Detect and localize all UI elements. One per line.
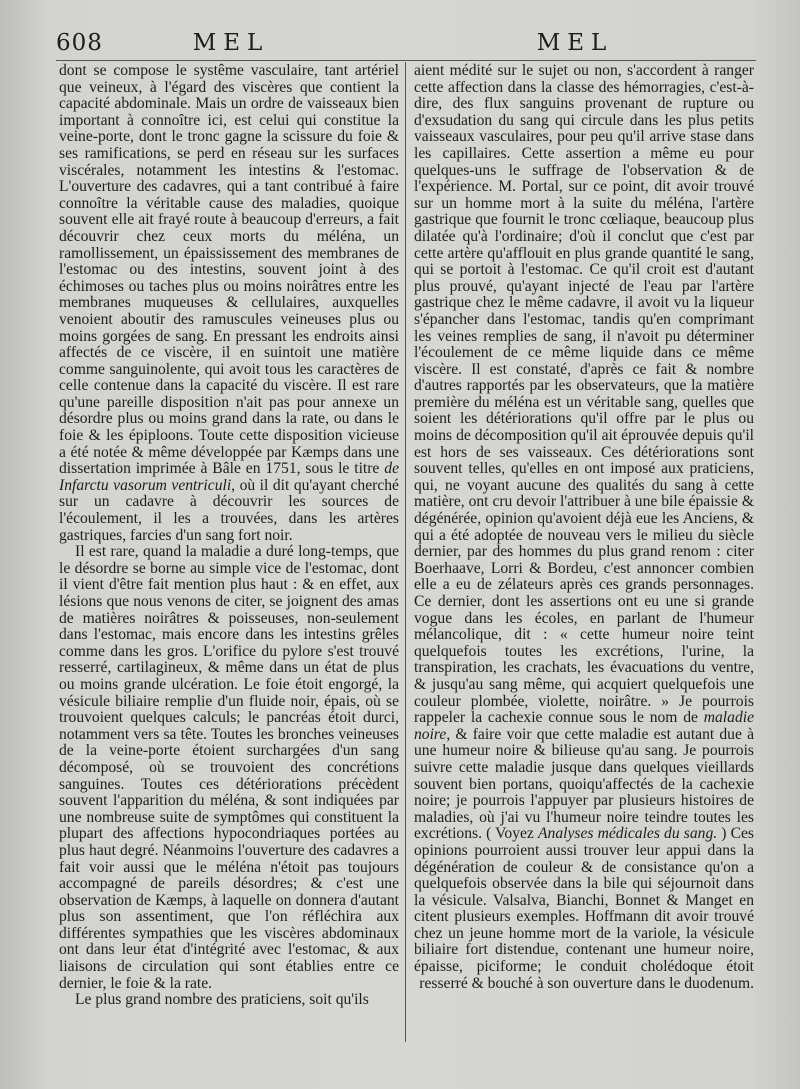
right-paragraph-1: [414, 63, 754, 992]
right-column: [414, 63, 754, 1048]
right-paragraph-1-mid: , & faire voir que cette maladie est autant due à une humeur noire & bilieuse qu'au sang. Je pourrois suivre cette maladie jusque dans quelques vieillards souvent bien portans, quoiqu'affectés de la cachexie noire; je pourrois l'appuyer par plusieurs histoires de maladies, où j'ai vu l'humeur noire teindre toutes les excrétions. ( Voyez: [414, 725, 754, 843]
left-column: [59, 63, 399, 1048]
page-number: 608: [56, 30, 103, 56]
right-paragraph-1-end: ) Ces opinions pourroient aussi trouver leur appui dans la dégénération de couleur & de consistance qu'on a quelquefois observée dans la bile qui séjournoit dans la vésicule. Valsalva, Bianchi, Bonnet & Manget en citent plusieurs exemples. Hoffmann dit avoir trouvé chez un jeune homme mort de la variole, la vésicule biliaire fort distendue, contenant une humeur noire, épaisse, piciforme; le conduit cholédoque étoit resserré & bouché à son ouverture dans le duodenum.: [414, 825, 754, 992]
right-paragraph-1-italic-2: Analyses médicales du sang.: [538, 825, 718, 843]
running-title-left: MEL: [192, 30, 270, 56]
left-paragraph-1-end: , où il dit qu'ayant cherché sur un cadavre à découvrir les sources de l'écoulement, il les a trouvées, dans les artères gastriques, farcies d'un sang fort noir.: [59, 476, 399, 544]
running-title-right: MEL: [536, 30, 614, 56]
left-paragraph-1: [59, 63, 399, 544]
right-paragraph-1-italic-1: maladie noire: [414, 709, 754, 743]
left-paragraph-3: Le plus grand nombre des praticiens, soit qu'ils: [75, 991, 369, 1009]
column-divider: [405, 62, 406, 1042]
right-paragraph-1-text: aient médité sur le sujet ou non, s'accordent à ranger cette affection dans la classe des hémorragies, c'est-à-dire, des flux sanguins provenant de rupture ou d'exsudation du sang qui circule dans les plus petits vaisseaux vasculaires, pour peu qu'il arrive stase dans les capillaires. Cette assertion a même eu pour quelques-uns le suffrage de l'observation & de l'expérience. M. Portal, sur ce point, dit avoir trouvé sur un homme mort à la suite du méléna, l'artère gastrique que fournit le tronc cœliaque, beaucoup plus dilatée qu'à l'ordinaire; d'où il conclut que c'est par cette artère qu'afflouit en plus grande quantité le sang, qui se portoit à l'estomac. Ce qu'il croit est d'autant plus prouvé, qu'ayant injecté de l'eau par l'artère gastrique chez le même cadavre, il avoit vu la liqueur s'épancher dans l'estomac, tandis qu'en comprimant les veines remplies de sang, il n'avoit pu déterminer l'écoulement de ce même liquide dans ce même viscère. Il est constaté, d'après ce fait & nombre d'autres rapportés par les observateurs, que la matière première du méléna est un véritable sang, quelles que soient les détériorations qu'il offre par le plus ou moins de décomposition qu'il ait éprouvée depuis qu'il est hors de ses vaisseaux. Ces détériorations sont souvent telles, qu'elles en ont imposé aux praticiens, qui, ne voyant aucune des qualités du sang à cette matière, ont cru devoir l'attribuer à une bile épaissie & dégénérée, opinion qu'avoient déjà eue les Anciens, & qui a été adoptée de nouveau vers le milieu du siècle dernier, par des hommes du plus grand renom : citer Boerhaave, Lorri & Bordeu, c'est annoncer combien elle a eu de zélateurs après ces grands personnages. Ce dernier, dont les assertions ont eu une si grande vogue dans les écoles, en parlant de l'humeur mélancolique, dit : « cette humeur noire teint quelquefois toutes les excrétions, l'urine, la transpiration, les crachats, les évacuations du ventre, & jusqu'au sang même, qui acquiert quelquefois une couleur plombée, violette, noirâtre. » Je pourrois rappeler la cachexie connue sous le nom de: [414, 63, 754, 727]
header-rule: [56, 60, 756, 61]
left-paragraph-2: Il est rare, quand la maladie a duré long-temps, que le désordre se borne au simple vice de l'estomac, dont il vient d'être fait mention plus haut : & en effet, aux lésions que nous venons de citer, se joignent des amas de matières noirâtres & poisseuses, non-seulement dans l'estomac, mais encore dans les intestins grêles comme dans les gros. L'orifice du pylore s'est trouvé resserré, cartilagineux, & même dans un état de plus ou moins grande ulcération. Le foie étoit engorgé, la vésicule biliaire remplie d'un fluide noir, épais, où se trouvoient quelques calculs; le pancréas étoit durci, notamment vers sa tête. Toutes les bronches veineuses de la veine-porte étoient surchargées d'un sang décomposé, où se trouvoient des concrétions sanguines. Toutes ces détériorations précèdent souvent l'apparition du méléna, & sont indiquées par une nombreuse suite de symptômes qui constituent la plupart des affections hypocondriaques portées au plus haut degré. Néanmoins l'ouverture des cadavres a fait voir aussi que le méléna n'étoit pas toujours accompagné de pareils désordres; & c'est une observation de Kæmps, à laquelle on donnera d'autant plus son assentiment, que l'on réfléchira aux différentes sympathies que les viscères abdominaux ont dans leur état d'intégrité avec l'estomac, & aux liaisons de circulation qui sont établies entre ce dernier, le foie & la rate.: [59, 543, 399, 992]
running-head: [0, 30, 800, 58]
left-paragraph-1-italic: de Infarctu vasorum ventriculi: [59, 460, 399, 494]
left-paragraph-1-text: dont se compose le systême vasculaire, tant artériel que veineux, à l'égard des viscères que contient la capacité abdominale. Mais un ordre de vaisseaux bien important à connoître ici, est celui qui constitue la veine-porte, dont le tronc gagne la scissure du foie & ses ramifications, se perd en réseau sur les surfaces viscérales, notamment les intestins & l'estomac. L'ouverture des cadavres, qui a tant contribué à faire connoître la véritable cause des maladies, quoique souvent elle ait frayé route à beaucoup d'erreurs, a fait découvrir chez ceux morts du méléna, un ramollissement, un épaississement des membranes de l'estomac ou des intestins, souvent joint à des échimoses ou taches plus ou moins noirâtres entre les membranes muqueuses & cellulaires, auxquelles venoient aboutir des ramuscules veineuses plus ou moins gorgées de sang. En pressant les endroits ainsi affectés de ce viscère, il en suintoit une matière comme sanguinolente, qui avoit tous les caractères de celle contenue dans la capacité du viscère. Il est rare qu'une pareille disposition n'ait pas pour annexe un désordre plus ou moins grand dans la rate, ou dans le foie & les épiploons. Toute cette disposition vicieuse a été notée & même développée par Kæmps dans une dissertation imprimée à Bâle en 1751, sous le titre: [59, 63, 399, 478]
